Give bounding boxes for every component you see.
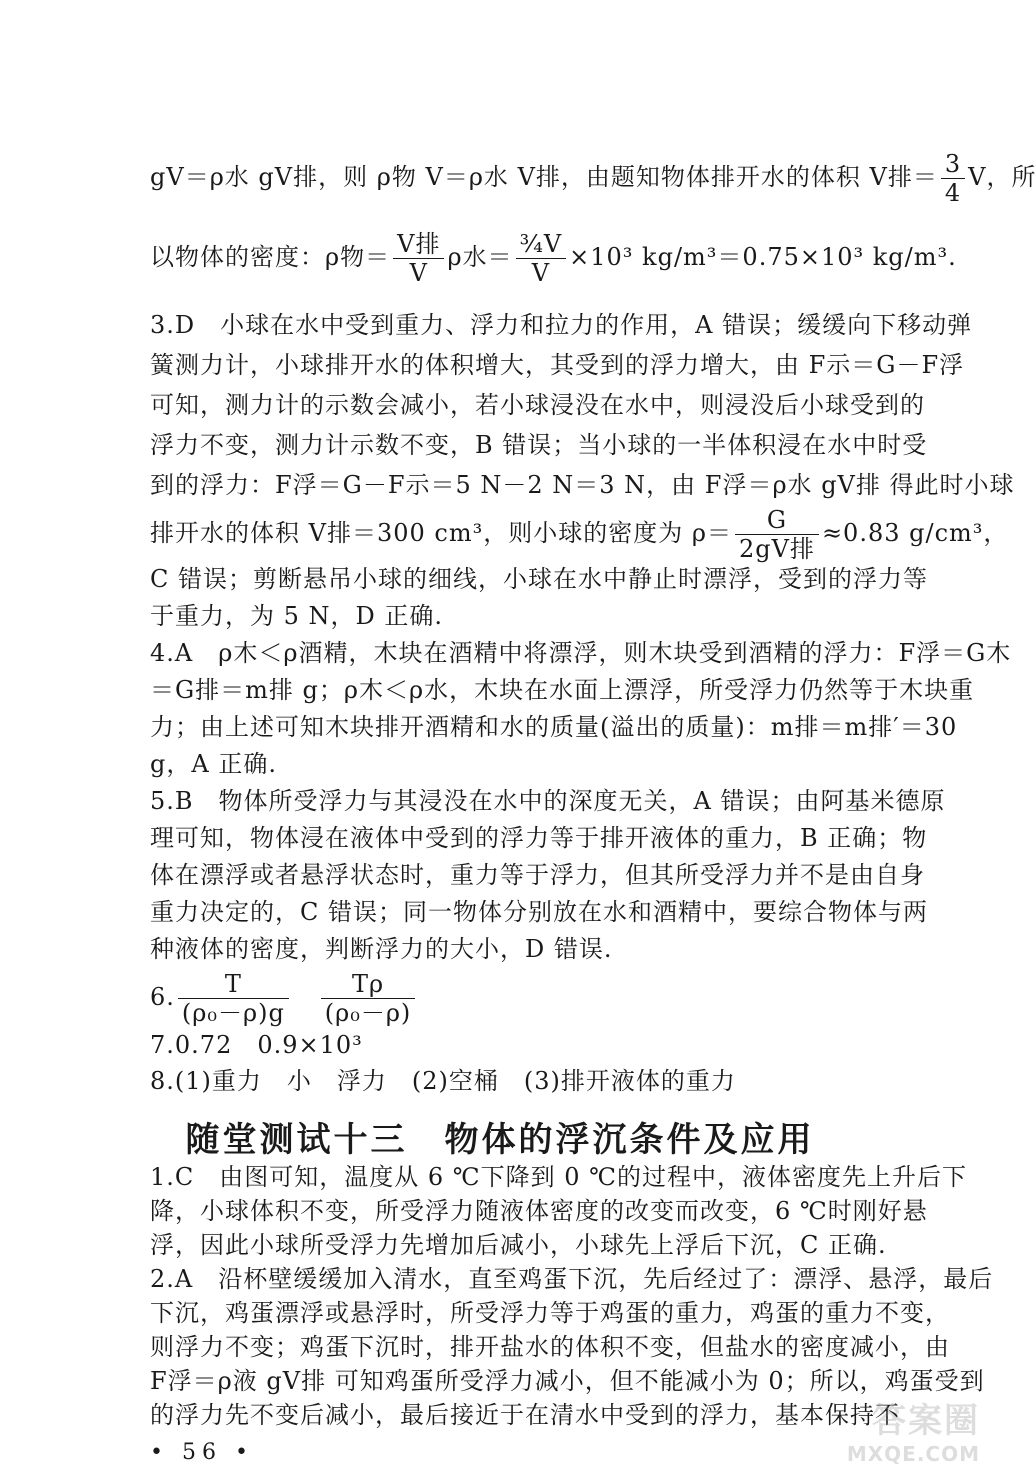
section-heading: 随堂测试十三 物体的浮沉条件及应用 bbox=[185, 1120, 815, 1160]
text-line: ＝G排＝m排 g；ρ木＜ρ水，木块在水面上漂浮，所受浮力仍然等于木块重 bbox=[150, 676, 975, 704]
text-line bbox=[150, 230, 957, 287]
text-line bbox=[150, 150, 1036, 207]
text-line: 簧测力计，小球排开水的体积增大，其受到的浮力增大，由 F示＝G－F浮 bbox=[150, 351, 965, 379]
text-line: 降，小球体积不变，所受浮力随液体密度的改变而改变，6 ℃时刚好悬 bbox=[150, 1197, 928, 1225]
fraction bbox=[735, 506, 819, 563]
fraction bbox=[516, 230, 567, 287]
text-line: 种液体的密度，判断浮力的大小，D 错误. bbox=[150, 935, 613, 963]
text-line: 力；由上述可知木块排开酒精和水的质量(溢出的质量)：m排＝m排′＝30 bbox=[150, 713, 958, 741]
text-segment: ×10³ kg/m³＝0.75×10³ kg/m³. bbox=[569, 243, 957, 271]
fraction-numerator: 3 bbox=[941, 150, 965, 179]
text-line: 1.C 由图可知，温度从 6 ℃下降到 0 ℃的过程中，液体密度先上升后下 bbox=[150, 1163, 968, 1191]
text-segment: 以物体的密度：ρ物＝ bbox=[150, 243, 391, 271]
fraction-numerator: ¾V bbox=[516, 230, 567, 259]
text-segment: 6. bbox=[150, 983, 175, 1011]
text-line: 的浮力先不变后减小，最后接近于在清水中受到的浮力，基本保持不 bbox=[150, 1401, 900, 1429]
page-number: • 56 • bbox=[150, 1440, 254, 1465]
watermark-url: MXQE.COM bbox=[846, 1442, 980, 1466]
fraction-denominator: V bbox=[531, 259, 551, 287]
text-line: 体在漂浮或者悬浮状态时，重力等于浮力，但其所受浮力并不是由自身 bbox=[150, 861, 925, 889]
text-line: 5.B 物体所受浮力与其浸没在水中的深度无关，A 错误；由阿基米德原 bbox=[150, 787, 946, 815]
fraction-numerator: Tρ bbox=[321, 970, 416, 999]
fraction bbox=[321, 970, 416, 1027]
text-line: 于重力，为 5 N，D 正确. bbox=[150, 602, 444, 630]
watermark-logo bbox=[750, 1393, 980, 1466]
text-line: 到的浮力：F浮＝G－F示＝5 N－2 N＝3 N，由 F浮＝ρ水 gV排 得此时小球 bbox=[150, 471, 1015, 499]
text-line: 理可知，物体浸在液体中受到的浮力等于排开液体的重力，B 正确；物 bbox=[150, 824, 928, 852]
text-line: C 错误；剪断悬吊小球的细线，小球在水中静止时漂浮，受到的浮力等 bbox=[150, 565, 928, 593]
text-line: 2.A 沿杯壁缓缓加入清水，直至鸡蛋下沉，先后经过了：漂浮、悬浮，最后 bbox=[150, 1265, 994, 1293]
text-line bbox=[150, 970, 890, 1027]
text-line: 下沉，鸡蛋漂浮或悬浮时，所受浮力等于鸡蛋的重力，鸡蛋的重力不变， bbox=[150, 1299, 950, 1327]
text-line: 浮力不变，测力计示数不变，B 错误；当小球的一半体积浸在水中时受 bbox=[150, 431, 928, 459]
text-segment: ≈0.83 g/cm³， bbox=[821, 519, 1009, 547]
text-segment: V，所 bbox=[968, 163, 1036, 191]
text-line: F浮＝ρ液 gV排 可知鸡蛋所受浮力减小，但不能减小为 0；所以，鸡蛋受到 bbox=[150, 1367, 985, 1395]
fraction-denominator: (ρ₀－ρ)g bbox=[181, 999, 285, 1027]
text-line: 则浮力不变；鸡蛋下沉时，排开盐水的体积不变，但盐水的密度减小，由 bbox=[150, 1333, 950, 1361]
text-line: 重力决定的，C 错误；同一物体分别放在水和酒精中，要综合物体与两 bbox=[150, 898, 928, 926]
text-line: 可知，测力计的示数会减小，若小球浸没在水中，则浸没后小球受到的 bbox=[150, 391, 925, 419]
fraction bbox=[941, 150, 965, 207]
fraction-denominator: 2gV排 bbox=[738, 535, 815, 563]
fraction-numerator: V排 bbox=[393, 230, 444, 259]
text-line bbox=[150, 506, 1009, 563]
text-segment: ρ水＝ bbox=[447, 243, 513, 271]
text-line: 7.0.72 0.9×10³ bbox=[150, 1031, 363, 1059]
text-line: 浮，因此小球所受浮力先增加后减小，小球先上浮后下沉，C 正确. bbox=[150, 1231, 887, 1259]
watermark-logo-text: 答案圈 bbox=[872, 1401, 980, 1441]
text-line: 3.D 小球在水中受到重力、浮力和拉力的作用，A 错误；缓缓向下移动弹 bbox=[150, 311, 973, 339]
fraction-denominator: (ρ₀－ρ) bbox=[324, 999, 412, 1027]
text-segment: gV＝ρ水 gV排，则 ρ物 V＝ρ水 V排，由题知物体排开水的体积 V排＝ bbox=[150, 163, 938, 191]
text-line: 4.A ρ木＜ρ酒精，木块在酒精中将漂浮，则木块受到酒精的浮力：F浮＝G木 bbox=[150, 639, 1012, 667]
fraction bbox=[393, 230, 444, 287]
text-line: 8.(1)重力 小 浮力 (2)空桶 (3)排开液体的重力 bbox=[150, 1067, 736, 1095]
fraction-denominator: 4 bbox=[944, 179, 962, 207]
fraction bbox=[178, 970, 289, 1027]
text-line: g，A 正确. bbox=[150, 750, 277, 778]
text-segment: 排开水的体积 V排＝300 cm³，则小球的密度为 ρ＝ bbox=[150, 519, 732, 547]
fraction-denominator: V bbox=[409, 259, 428, 287]
fraction-numerator: T bbox=[178, 970, 289, 999]
fraction-numerator: G bbox=[735, 506, 819, 535]
